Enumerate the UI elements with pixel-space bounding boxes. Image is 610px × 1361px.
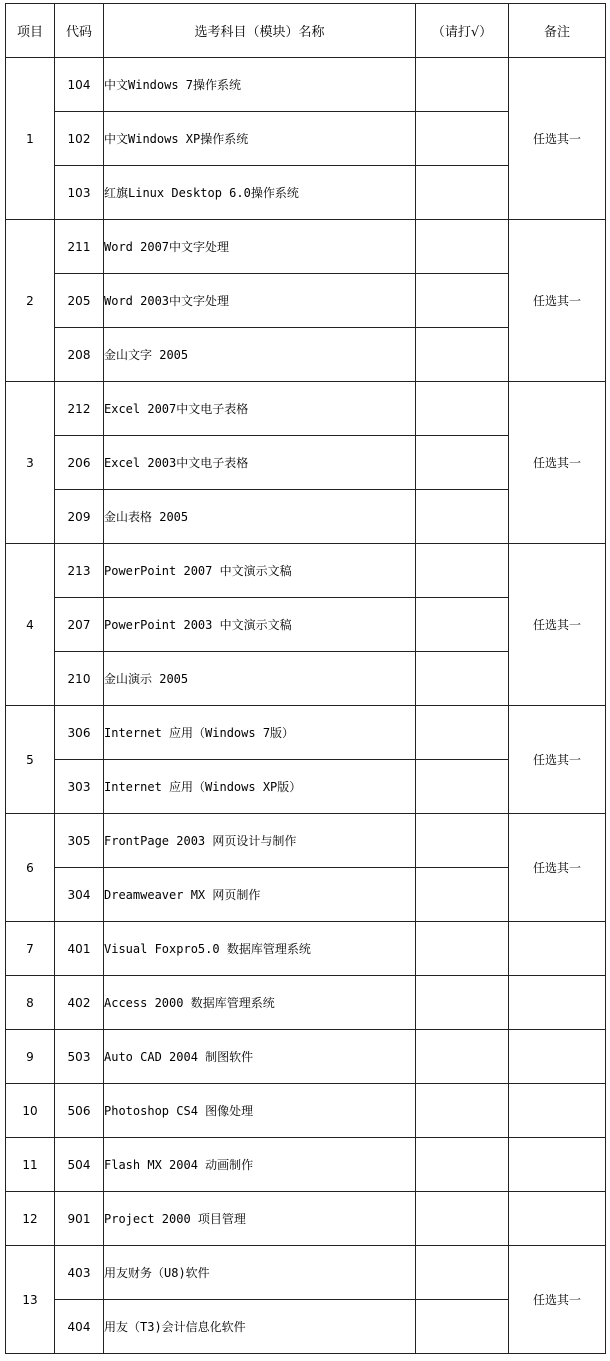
course-name-cell: Excel 2007中文电子表格 bbox=[104, 382, 416, 436]
item-number-cell: 13 bbox=[6, 1246, 55, 1354]
course-code-cell: 103 bbox=[55, 166, 104, 220]
header-subject-name: 选考科目（模块）名称 bbox=[104, 4, 416, 58]
table-row bbox=[6, 382, 606, 436]
course-name-cell: 金山演示 2005 bbox=[104, 652, 416, 706]
table-row bbox=[6, 1138, 606, 1192]
note-cell bbox=[509, 976, 606, 1030]
course-name-cell: Dreamweaver MX 网页制作 bbox=[104, 868, 416, 922]
note-cell: 任选其一 bbox=[509, 382, 606, 544]
course-code-cell: 211 bbox=[55, 220, 104, 274]
note-cell: 任选其一 bbox=[509, 544, 606, 706]
course-name-cell: Visual Foxpro5.0 数据库管理系统 bbox=[104, 922, 416, 976]
note-cell: 任选其一 bbox=[509, 58, 606, 220]
course-code-cell: 209 bbox=[55, 490, 104, 544]
course-name-cell: Word 2007中文字处理 bbox=[104, 220, 416, 274]
table-row bbox=[6, 1192, 606, 1246]
check-mark-cell[interactable] bbox=[416, 490, 509, 544]
course-code-cell: 210 bbox=[55, 652, 104, 706]
note-cell bbox=[509, 1084, 606, 1138]
item-number-cell: 3 bbox=[6, 382, 55, 544]
check-mark-cell[interactable] bbox=[416, 868, 509, 922]
course-code-cell: 306 bbox=[55, 706, 104, 760]
item-number-cell: 4 bbox=[6, 544, 55, 706]
item-number-cell: 11 bbox=[6, 1138, 55, 1192]
check-mark-cell[interactable] bbox=[416, 922, 509, 976]
item-number-cell: 5 bbox=[6, 706, 55, 814]
course-code-cell: 104 bbox=[55, 58, 104, 112]
check-mark-cell[interactable] bbox=[416, 1246, 509, 1300]
table-row bbox=[6, 1030, 606, 1084]
check-mark-cell[interactable] bbox=[416, 976, 509, 1030]
item-number-cell: 2 bbox=[6, 220, 55, 382]
note-cell: 任选其一 bbox=[509, 814, 606, 922]
table-row bbox=[6, 976, 606, 1030]
course-code-cell: 506 bbox=[55, 1084, 104, 1138]
course-code-cell: 212 bbox=[55, 382, 104, 436]
course-code-cell: 303 bbox=[55, 760, 104, 814]
check-mark-cell[interactable] bbox=[416, 1138, 509, 1192]
item-number-cell: 12 bbox=[6, 1192, 55, 1246]
course-code-cell: 504 bbox=[55, 1138, 104, 1192]
check-mark-cell[interactable] bbox=[416, 544, 509, 598]
course-name-cell: PowerPoint 2007 中文演示文稿 bbox=[104, 544, 416, 598]
table-row bbox=[6, 1246, 606, 1300]
table-row bbox=[6, 706, 606, 760]
header-row bbox=[6, 4, 606, 58]
item-number-cell: 7 bbox=[6, 922, 55, 976]
check-mark-cell[interactable] bbox=[416, 436, 509, 490]
check-mark-cell[interactable] bbox=[416, 274, 509, 328]
check-mark-cell[interactable] bbox=[416, 652, 509, 706]
item-number-cell: 8 bbox=[6, 976, 55, 1030]
check-mark-cell[interactable] bbox=[416, 166, 509, 220]
course-name-cell: Flash MX 2004 动画制作 bbox=[104, 1138, 416, 1192]
note-cell bbox=[509, 922, 606, 976]
check-mark-cell[interactable] bbox=[416, 1084, 509, 1138]
check-mark-cell[interactable] bbox=[416, 328, 509, 382]
course-name-cell: PowerPoint 2003 中文演示文稿 bbox=[104, 598, 416, 652]
course-name-cell: 红旗Linux Desktop 6.0操作系统 bbox=[104, 166, 416, 220]
course-name-cell: Internet 应用（Windows XP版） bbox=[104, 760, 416, 814]
course-name-cell: Excel 2003中文电子表格 bbox=[104, 436, 416, 490]
note-cell: 任选其一 bbox=[509, 706, 606, 814]
course-name-cell: 用友财务（U8)软件 bbox=[104, 1246, 416, 1300]
check-mark-cell[interactable] bbox=[416, 1300, 509, 1354]
note-cell bbox=[509, 1138, 606, 1192]
course-name-cell: Auto CAD 2004 制图软件 bbox=[104, 1030, 416, 1084]
table-row bbox=[6, 814, 606, 868]
header-note: 备注 bbox=[509, 4, 606, 58]
course-code-cell: 207 bbox=[55, 598, 104, 652]
table-row bbox=[6, 1084, 606, 1138]
check-mark-cell[interactable] bbox=[416, 814, 509, 868]
course-code-cell: 213 bbox=[55, 544, 104, 598]
item-number-cell: 6 bbox=[6, 814, 55, 922]
course-name-cell: 金山文字 2005 bbox=[104, 328, 416, 382]
check-mark-cell[interactable] bbox=[416, 382, 509, 436]
header-code: 代码 bbox=[55, 4, 104, 58]
course-name-cell: Project 2000 项目管理 bbox=[104, 1192, 416, 1246]
check-mark-cell[interactable] bbox=[416, 1192, 509, 1246]
note-cell bbox=[509, 1030, 606, 1084]
table-row bbox=[6, 58, 606, 112]
course-code-cell: 503 bbox=[55, 1030, 104, 1084]
course-selection-table bbox=[5, 3, 606, 1354]
course-code-cell: 402 bbox=[55, 976, 104, 1030]
course-name-cell: 中文Windows 7操作系统 bbox=[104, 58, 416, 112]
note-cell: 任选其一 bbox=[509, 220, 606, 382]
check-mark-cell[interactable] bbox=[416, 598, 509, 652]
course-code-cell: 206 bbox=[55, 436, 104, 490]
check-mark-cell[interactable] bbox=[416, 58, 509, 112]
course-name-cell: 用友（T3)会计信息化软件 bbox=[104, 1300, 416, 1354]
course-code-cell: 305 bbox=[55, 814, 104, 868]
item-number-cell: 10 bbox=[6, 1084, 55, 1138]
course-name-cell: FrontPage 2003 网页设计与制作 bbox=[104, 814, 416, 868]
course-code-cell: 404 bbox=[55, 1300, 104, 1354]
course-code-cell: 401 bbox=[55, 922, 104, 976]
course-code-cell: 304 bbox=[55, 868, 104, 922]
check-mark-cell[interactable] bbox=[416, 760, 509, 814]
check-mark-cell[interactable] bbox=[416, 112, 509, 166]
table-row bbox=[6, 220, 606, 274]
check-mark-cell[interactable] bbox=[416, 1030, 509, 1084]
table-row bbox=[6, 922, 606, 976]
item-number-cell: 9 bbox=[6, 1030, 55, 1084]
note-cell: 任选其一 bbox=[509, 1246, 606, 1354]
course-name-cell: Access 2000 数据库管理系统 bbox=[104, 976, 416, 1030]
check-mark-cell[interactable] bbox=[416, 706, 509, 760]
table-body bbox=[6, 58, 606, 1354]
note-cell bbox=[509, 1192, 606, 1246]
course-code-cell: 208 bbox=[55, 328, 104, 382]
course-code-cell: 901 bbox=[55, 1192, 104, 1246]
check-mark-cell[interactable] bbox=[416, 220, 509, 274]
course-name-cell: Internet 应用（Windows 7版） bbox=[104, 706, 416, 760]
course-name-cell: Word 2003中文字处理 bbox=[104, 274, 416, 328]
course-name-cell: 中文Windows XP操作系统 bbox=[104, 112, 416, 166]
course-name-cell: 金山表格 2005 bbox=[104, 490, 416, 544]
course-code-cell: 205 bbox=[55, 274, 104, 328]
table-row bbox=[6, 544, 606, 598]
header-check: （请打√） bbox=[416, 4, 509, 58]
course-name-cell: Photoshop CS4 图像处理 bbox=[104, 1084, 416, 1138]
course-code-cell: 403 bbox=[55, 1246, 104, 1300]
item-number-cell: 1 bbox=[6, 58, 55, 220]
header-item: 项目 bbox=[6, 4, 55, 58]
course-code-cell: 102 bbox=[55, 112, 104, 166]
